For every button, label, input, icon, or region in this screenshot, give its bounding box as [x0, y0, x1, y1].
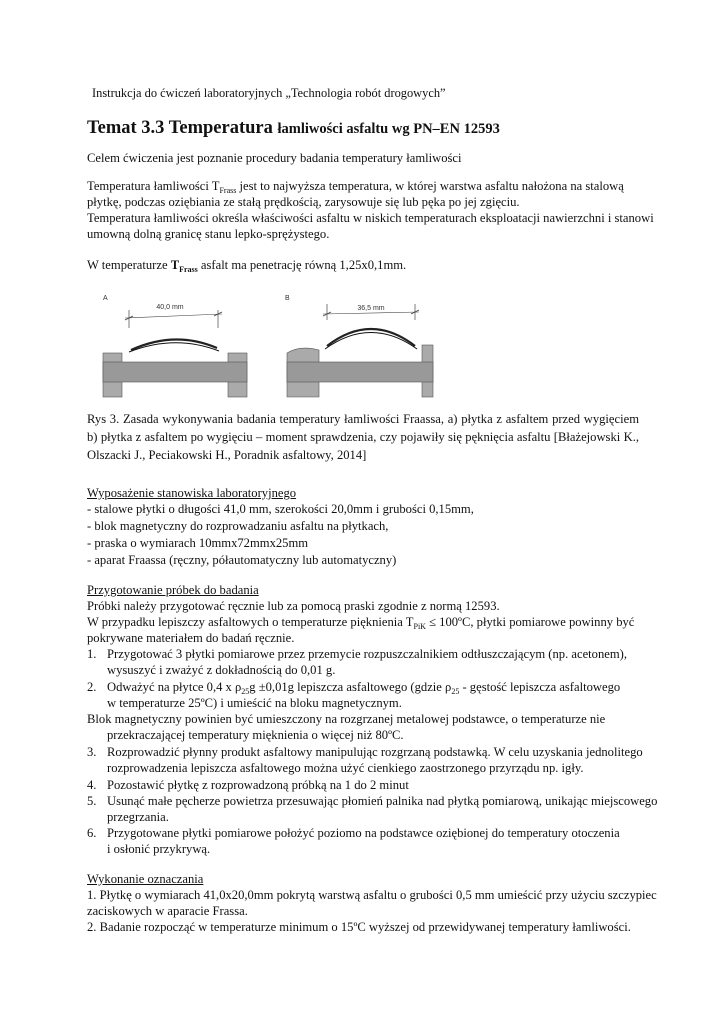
- intro-line-3: Temperatura łamliwości określa właściwości asfaltu w niskich temperaturach eksploatacji nawierzchni i stanowi: [87, 211, 654, 225]
- equipment-item: - praska o wymiarach 10mmx72mmx25mm: [87, 536, 309, 550]
- prep-blok-1: Blok magnetyczny powinien być umieszczony na rozgrzanej metalowej podstawce, o temperaturze nie: [87, 712, 606, 726]
- penetration-c: asfalt ma penetrację równą 1,25x0,1mm.: [197, 258, 407, 272]
- marking-line-2: zaciskowych w aparacie Frassa.: [87, 904, 248, 918]
- intro-line-2: płytkę, podczas oziębiania ze stałą prędkością, zarysowuje się lub pęka po jej zgięciu.: [87, 195, 520, 209]
- bar-a: [103, 362, 247, 382]
- penetration-sub: Frass: [179, 265, 198, 274]
- prep-blok-2: przekraczającej temperatury mięknienia o więcej niż 80ºC.: [107, 728, 404, 742]
- prep-step-5-cont: przegrzania.: [107, 810, 169, 824]
- equipment-item: - stalowe płytki o długości 41,0 mm, szerokości 20,0mm i grubości 0,15mm,: [87, 502, 474, 516]
- intro-line-1b: jest to najwyższa temperatura, w której warstwa asfaltu nałożona na stalową: [239, 179, 624, 193]
- prep-p2c: pokrywane materiałem do badań ręcznie.: [87, 631, 295, 645]
- penetration-b: T: [170, 258, 180, 272]
- step-number: 2.: [87, 680, 97, 694]
- marking-line-1: 1. Płytkę o wymiarach 41,0x20,0mm pokrytą warstwą asfaltu o grubości 0,5 mm umieścić przy użyciu szczypiec: [87, 888, 657, 902]
- step-sub: 25: [451, 687, 460, 696]
- prep-step-6: [87, 826, 620, 841]
- prep-p2-sub: PiK: [413, 622, 426, 631]
- prep-step-2-cont: w temperaturze 25ºC) i umieścić na bloku magnetycznym.: [107, 696, 402, 710]
- figure-caption: Rys 3. Zasada wykonywania badania temperatury łamliwości Fraassa, a) płytka z asfaltem przed wygięciem b) płytka z asfaltem po wygięciu – moment sprawdzenia, czy pojawiły się pęknięcia asfaltu [Błażejowski K., Olszacki J., Peciakowski H., Poradnik asfaltowy, 2014]: [87, 412, 639, 462]
- plate-b-steel: [325, 333, 417, 350]
- prep-step-6-cont: i osłonić przykrywą.: [107, 842, 211, 856]
- prep-step-1-cont: wysuszyć i zważyć z dokładnością do 0,01 g.: [107, 663, 336, 677]
- intro-line-1a: Temperatura łamliwości T: [87, 179, 220, 193]
- step-text: Przygotować 3 płytki pomiarowe przez przemycie rozpuszczalnikiem odtłuszczającym (np. acetonem),: [107, 647, 627, 661]
- step-number: 5.: [87, 794, 97, 808]
- plate-b-asphalt: [327, 329, 415, 346]
- prep-step-3: [87, 745, 643, 760]
- penetration-a: W temperaturze: [87, 258, 171, 272]
- title-main: Temat 3.3 Temperatura: [87, 118, 273, 138]
- prep-step-3-cont: rozprowadzenia lepiszcza asfaltowego można użyć cienkiego zaostrzonego przyrządu np. igły.: [107, 761, 584, 775]
- step-text: - gęstość lepiszcza asfaltowego: [459, 680, 621, 694]
- dimension-a-label: 40,0 mm: [156, 304, 184, 311]
- step-number: 4.: [87, 778, 97, 792]
- page-header: Instrukcja do ćwiczeń laboratoryjnych „Technologia robót drogowych”: [92, 86, 446, 100]
- step-number: 1.: [87, 647, 97, 661]
- figure-label-b: B: [285, 295, 290, 302]
- prep-heading: Przygotowanie próbek do badania: [87, 583, 259, 597]
- aim-text: Celem ćwiczenia jest poznanie procedury badania temperatury łamliwości: [87, 151, 462, 165]
- equipment-heading: Wyposażenie stanowiska laboratoryjnego: [87, 486, 297, 500]
- bar-b: [287, 362, 433, 382]
- equipment-item: - aparat Fraassa (ręczny, półautomatyczny lub automatyczny): [87, 553, 397, 567]
- step-sub: 25: [241, 687, 250, 696]
- intro-line-4: umowną dolną granicę stanu lepko-sprężystego.: [87, 227, 330, 241]
- title-rest: łamliwości asfaltu wg PN–EN 12593: [277, 121, 500, 137]
- prep-step-1: [87, 647, 627, 662]
- prep-step-5: [87, 794, 657, 809]
- penetration-text: [87, 258, 406, 277]
- figure-label-a: A: [103, 295, 108, 302]
- prep-p2b: ≤ 100ºC, płytki pomiarowe powinny być: [425, 615, 635, 629]
- test-figure: [95, 290, 440, 412]
- plate-a-asphalt: [131, 339, 217, 350]
- step-text: Usunąć małe pęcherze powietrza przesuwając płomień palnika nad płytką pomiarową, unikając miejscowego: [107, 794, 658, 808]
- step-text: g ±0,01g lepiszcza asfaltowego (gdzie ρ: [249, 680, 452, 694]
- step-number: 3.: [87, 745, 97, 759]
- prep-step-4: [87, 778, 409, 793]
- dimension-b-label: 36,5 mm: [357, 305, 385, 312]
- step-text: Odważyć na płytce 0,4 x ρ: [107, 680, 242, 694]
- marking-line-3: 2. Badanie rozpocząć w temperaturze minimum o 15ºC wyższej od przewidywanej temperatury łamliwości.: [87, 920, 631, 934]
- prep-p2a: W przypadku lepiszczy asfaltowych o temperaturze pięknienia T: [87, 615, 414, 629]
- marking-heading: Wykonanie oznaczania: [87, 872, 204, 886]
- step-text: Pozostawić płytkę z rozprowadzoną próbką na 1 do 2 minut: [107, 778, 409, 792]
- step-number: 6.: [87, 826, 97, 840]
- intro-line-1-sub: Frass: [219, 186, 237, 195]
- prep-p1: Próbki należy przygotować ręcznie lub za pomocą praski zgodnie z normą 12593.: [87, 599, 500, 613]
- step-text: Przygotowane płytki pomiarowe położyć poziomo na podstawce oziębionej do temperatury otoczenia: [107, 826, 620, 840]
- dimension-line-a: [125, 310, 222, 328]
- page-title: [87, 117, 500, 140]
- equipment-item: - blok magnetyczny do rozprowadzaniu asfaltu na płytkach,: [87, 519, 389, 533]
- step-text: Rozprowadzić płynny produkt asfaltowy manipulując rozgrzaną podstawką. W celu uzyskania jednolitego: [107, 745, 643, 759]
